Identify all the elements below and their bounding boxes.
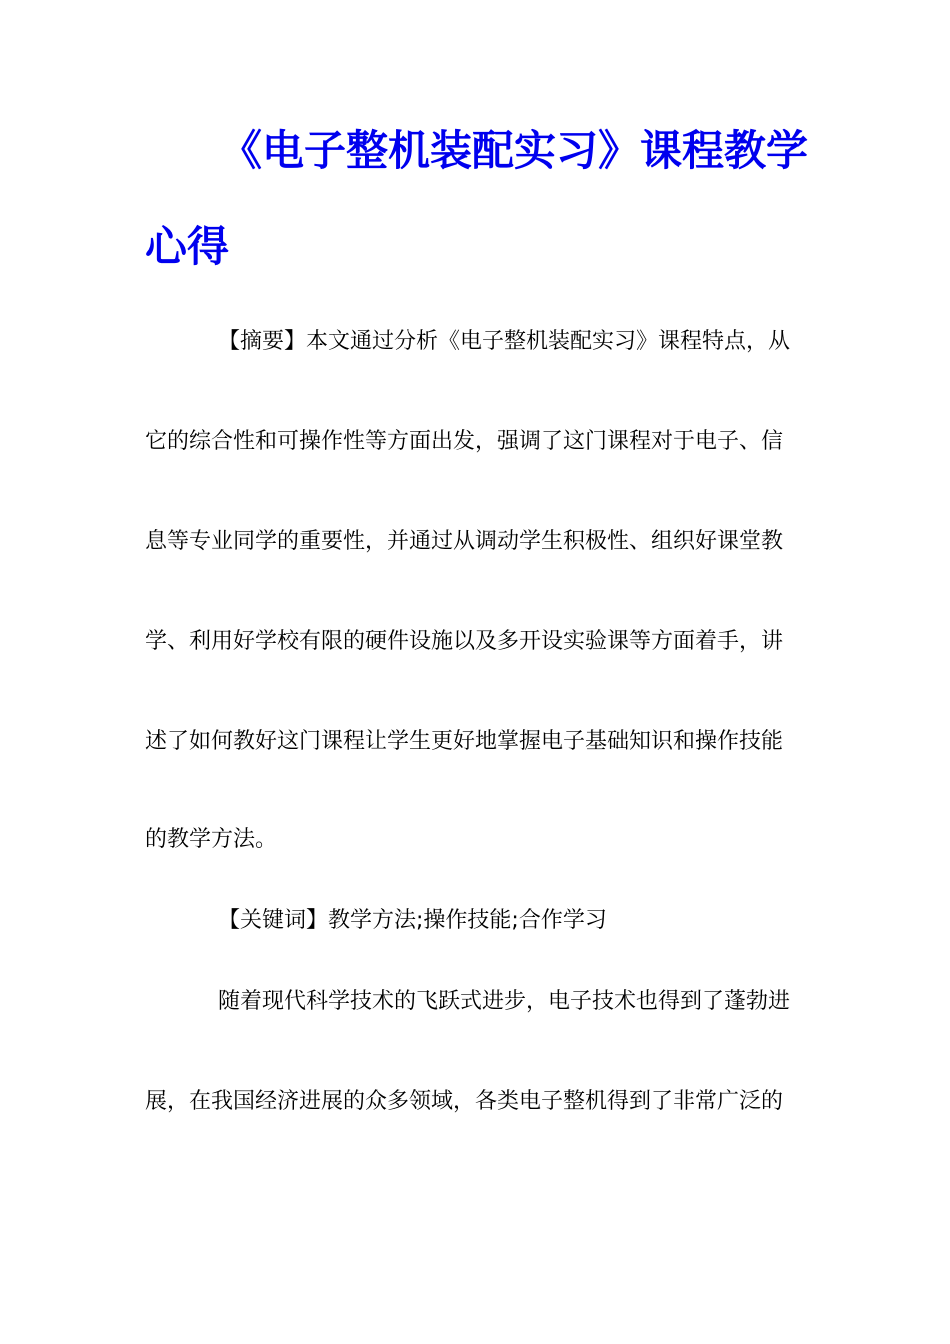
abstract-line-4: 学、利用好学校有限的硬件设施以及多开设实验课等方面着手，讲 [145, 629, 784, 654]
body-line-2: 展，在我国经济进展的众多领域，各类电子整机得到了非常广泛的 [145, 1089, 784, 1114]
abstract-line-1: 【摘要】本文通过分析《电子整机装配实习》课程特点，从 [218, 329, 791, 354]
abstract-line-2: 它的综合性和可操作性等方面出发，强调了这门课程对于电子、信 [145, 429, 784, 454]
document-title-line-2: 心得 [145, 222, 230, 271]
body-line-1: 随着现代科学技术的飞跃式进步，电子技术也得到了蓬勃进 [218, 989, 791, 1014]
abstract-line-3: 息等专业同学的重要性，并通过从调动学生积极性、组织好课堂教 [145, 529, 784, 554]
keywords-line: 【关键词】教学方法;操作技能;合作学习 [218, 908, 607, 933]
abstract-line-6: 的教学方法。 [145, 827, 278, 852]
abstract-line-5: 述了如何教好这门课程让学生更好地掌握电子基础知识和操作技能 [145, 729, 784, 754]
document-title-line-1: 《电子整机装配实习》课程教学 [220, 126, 809, 175]
